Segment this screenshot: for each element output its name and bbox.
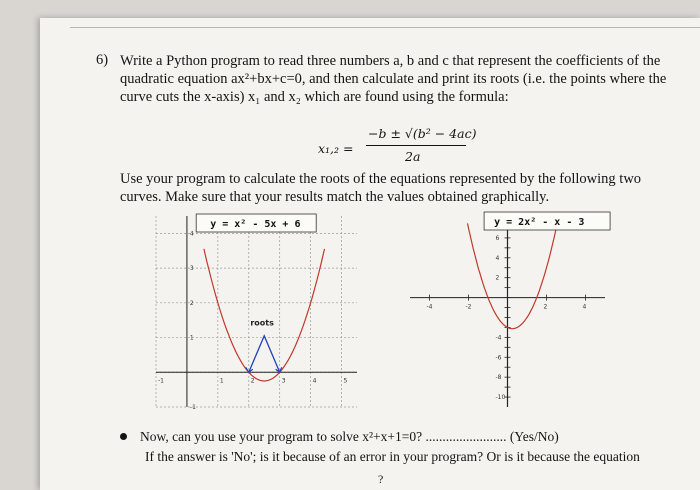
x-tick-label: 1: [219, 377, 224, 385]
y-tick-label: -4: [495, 334, 502, 342]
equation-label: y = x² - 5x + 6: [210, 219, 301, 230]
question-text-line2: quadratic equation ax²+bx+c=0, and then calculate and print its roots (i.e. the points where the: [120, 71, 667, 87]
formula-fraction-bar: [366, 145, 466, 146]
question-text-line3: curve cuts the x-axis) x₁ and x₂ which are found using the formula:: [120, 89, 509, 105]
y-tick-label: 2: [495, 274, 500, 282]
x-tick-label: 5: [343, 377, 348, 385]
followup-line2: If the answer is 'No'; is it because of an error in your program? Or is it because the equation: [145, 449, 640, 464]
y-tick-label: -8: [495, 374, 502, 382]
y-tick-label: 1: [189, 334, 194, 342]
y-tick-label: 3: [189, 265, 194, 273]
graph-parabola-2: [400, 210, 615, 415]
question-text-line5: curves. Make sure that your results match the values obtained graphically.: [120, 189, 550, 205]
graph-parabola-1: [148, 210, 363, 415]
roots-arrow: [249, 336, 280, 372]
page-rule: [70, 27, 700, 28]
y-tick-label: 4: [189, 230, 194, 238]
roots-label: roots: [250, 318, 274, 328]
x-tick-label: 4: [312, 377, 317, 385]
formula-lhs: x₁,₂ =: [318, 141, 354, 156]
x-tick-label: 3: [281, 377, 286, 385]
bullet-point: [120, 433, 127, 440]
x-tick-label: 2: [250, 377, 255, 385]
question-text-line4: Use your program to calculate the roots of the equations represented by the following two: [120, 171, 642, 187]
question-number: 6): [96, 52, 109, 68]
followup-prompt: Now, can you use your program to solve x²+x+1=0? ........................ (Yes/No): [140, 429, 559, 444]
formula-numerator: −b ± √(b² − 4ac): [368, 126, 477, 141]
parabola-curve: [204, 249, 325, 381]
x-tick-label: -4: [426, 303, 433, 311]
x-tick-label: 4: [582, 303, 587, 311]
parabola-curve: [465, 223, 558, 328]
y-tick-label: 6: [495, 234, 500, 242]
x-tick-label: 2: [543, 303, 548, 311]
y-tick-label: 2: [189, 299, 194, 307]
formula-denominator: 2a: [405, 149, 421, 164]
x-tick-label: -1: [158, 377, 164, 385]
y-tick-label: -10: [495, 394, 506, 402]
y-tick-label: -1: [189, 404, 196, 411]
followup-line3: ?: [378, 472, 384, 486]
y-tick-label: 4: [495, 254, 500, 262]
x-tick-label: -2: [465, 303, 472, 311]
y-tick-label: -6: [495, 354, 502, 362]
question-text-line1: Write a Python program to read three numbers a, b and c that represent the coefficients of the: [120, 53, 661, 69]
equation-label: y = 2x² - x - 3: [494, 217, 585, 228]
